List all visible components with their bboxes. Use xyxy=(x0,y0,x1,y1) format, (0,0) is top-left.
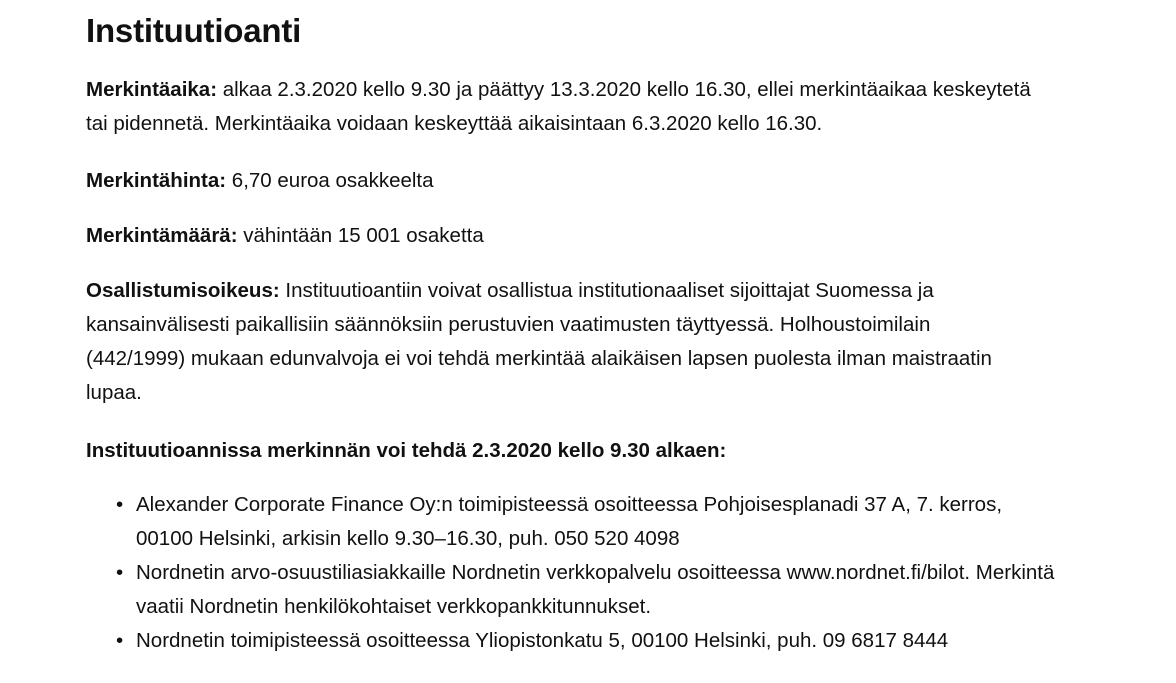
subscription-price-paragraph xyxy=(86,164,1046,198)
location-text: Alexander Corporate Finance Oy:n toimipisteessä osoitteessa Pohjoisesplanadi 37 A, 7. kerros, 00100 Helsinki, arkisin kello 9.30–16.30, puh. 050 520 4098 xyxy=(136,493,1003,550)
bullet-icon: • xyxy=(116,493,124,516)
subscription-period-paragraph xyxy=(86,73,1046,141)
where-to-subscribe-heading xyxy=(86,434,1046,468)
list-item xyxy=(116,624,1056,658)
list-item xyxy=(116,556,1056,624)
bullet-icon: • xyxy=(116,561,124,584)
page-title: Instituutioanti xyxy=(86,12,302,49)
subscription-price-label: Merkintähinta: xyxy=(86,169,227,192)
bullet-icon: • xyxy=(116,629,124,652)
subscription-price-text: 6,70 euroa osakkeelta xyxy=(226,169,434,192)
subscription-period-text: alkaa 2.3.2020 kello 9.30 ja päättyy 13.3.2020 kello 16.30, ellei merkintäaikaa keskeytetä tai pidennetä. Merkintäaika voidaan keskeyttää aikaisintaan 6.3.2020 kello 16.30. xyxy=(86,78,1031,135)
location-text: Nordnetin toimipisteessä osoitteessa Yliopistonkatu 5, 00100 Helsinki, puh. 09 6817 8444 xyxy=(136,629,949,652)
list-item xyxy=(116,488,1056,556)
subscription-amount-paragraph xyxy=(86,219,1046,253)
subscription-period-label: Merkintäaika: xyxy=(86,78,218,101)
eligibility-text: Instituutioantiin voivat osallistua institutionaaliset sijoittajat Suomessa ja kansainvälisesti paikallisiin säännöksiin perustuvien vaatimusten täyttyessä. Holhoustoimilain (442/1999) mukaan edunvalvoja ei voi tehdä merkintää alaikäisen lapsen puolesta ilman maistraatin lupaa. xyxy=(86,279,992,404)
subscription-amount-text: vähintään 15 001 osaketta xyxy=(237,224,484,247)
eligibility-label: Osallistumisoikeus: xyxy=(86,279,280,302)
subscription-locations-list xyxy=(86,488,1056,658)
subscription-amount-label: Merkintämäärä: xyxy=(86,224,238,247)
eligibility-paragraph xyxy=(86,274,1016,410)
location-text: Nordnetin arvo-osuustiliasiakkaille Nordnetin verkkopalvelu osoitteessa www.nordnet.fi/bilot. Merkintä vaatii Nordnetin henkilökohtaiset verkkopankkitunnukset. xyxy=(136,561,1055,618)
where-to-subscribe-heading-text: Instituutioannissa merkinnän voi tehdä 2.3.2020 kello 9.30 alkaen: xyxy=(86,439,727,462)
